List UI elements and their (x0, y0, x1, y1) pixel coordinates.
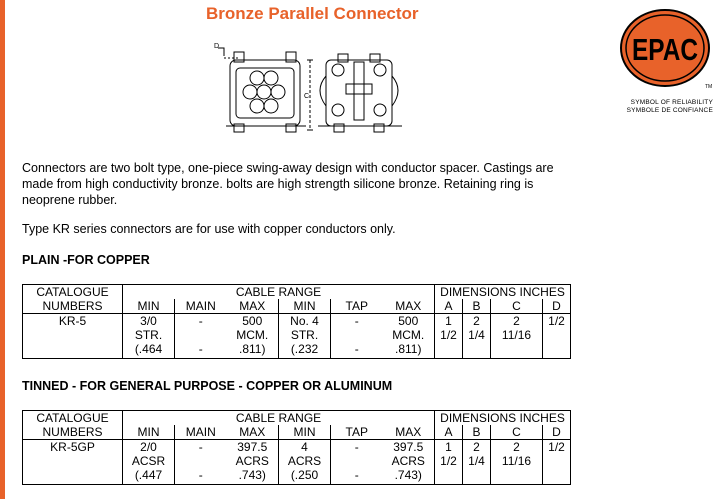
header-b: B (463, 299, 491, 314)
cell: MCM. (236, 328, 269, 342)
header-tap: TAP (331, 299, 383, 314)
cell: 397.5 (393, 440, 424, 454)
header-min: MIN (279, 425, 331, 440)
header-cable-range: CABLE RANGE (123, 285, 435, 300)
header-numbers: NUMBERS (23, 299, 123, 314)
cell: 1/4 (468, 454, 485, 468)
cell: (.447 (134, 468, 163, 482)
intro-paragraph: Connectors are two bolt type, one-piece swing-away design with conductor spacer. Castings are made from high conductivity bronze. bolts are high strength silicone bronze. Retaining ring is neoprene rubber. (22, 161, 554, 207)
cell: ACRS (287, 454, 322, 468)
table-row (23, 314, 571, 359)
cell (176, 454, 226, 468)
cell: .811) (239, 342, 266, 356)
cell: 3/0 (140, 314, 157, 328)
header-d: D (543, 425, 571, 440)
cell: - (354, 314, 359, 328)
cell: .811) (395, 342, 422, 356)
header-c: C (491, 299, 543, 314)
cell: 1/2 (440, 454, 457, 468)
cell: .743) (238, 468, 266, 482)
cell: No. 4 (290, 314, 319, 328)
cell: 11/16 (501, 328, 532, 342)
page-title: Bronze Parallel Connector (206, 4, 419, 23)
header-catalogue: CATALOGUE (23, 285, 123, 300)
left-accent-bar (0, 0, 5, 499)
spec-table-plain (22, 284, 571, 359)
header-min: MIN (279, 299, 331, 314)
cell: 500 (398, 314, 419, 328)
catalogue-number: KR-5GP (23, 440, 123, 485)
cell: 2 (513, 440, 520, 454)
cell: (.232 (290, 342, 319, 356)
header-catalogue: CATALOGUE (23, 411, 123, 426)
header-max: MAX (383, 425, 435, 440)
header-numbers: NUMBERS (23, 425, 123, 440)
header-d: D (543, 299, 571, 314)
cell (176, 328, 226, 342)
section-heading-tinned: TINNED - FOR GENERAL PURPOSE - COPPER OR ALUMINUM (22, 379, 393, 393)
cell: 1/2 (548, 440, 565, 454)
header-min: MIN (123, 425, 175, 440)
header-main: MAIN (175, 299, 227, 314)
logo-text: EPAC (632, 32, 698, 67)
cell: ACRS (235, 454, 269, 468)
cell: 397.5 (237, 440, 268, 454)
logo-motto-en: SYMBOL OF RELIABILITY (630, 99, 713, 106)
cell: 500 (242, 314, 263, 328)
section-heading-plain: PLAIN -FOR COPPER (22, 253, 150, 267)
cell: 11/16 (501, 454, 532, 468)
header-cable-range: CABLE RANGE (123, 411, 435, 426)
cell: - (198, 342, 203, 356)
header-a: A (435, 425, 463, 440)
header-max: MAX (383, 299, 435, 314)
cell: STR. (134, 328, 163, 342)
dimension-label-c: C (304, 93, 310, 100)
cell: - (354, 468, 359, 482)
header-main: MAIN (175, 425, 227, 440)
header-min: MIN (123, 299, 175, 314)
cell: - (354, 440, 359, 454)
connector-diagram (214, 40, 410, 136)
cell: - (198, 440, 203, 454)
catalogue-number: KR-5 (23, 314, 123, 359)
cell: 2/0 (140, 440, 157, 454)
logo-motto-fr: SYMBOLE DE CONFIANCE (626, 107, 713, 114)
logo-tm: TM (705, 84, 713, 90)
cell: ACRS (391, 454, 425, 468)
header-dimensions: DIMENSIONS INCHES (435, 411, 571, 426)
cell: (.250 (290, 468, 319, 482)
cell: 1/2 (440, 328, 457, 342)
epac-logo-mark (617, 8, 713, 92)
cell: (.464 (134, 342, 163, 356)
header-c: C (491, 425, 543, 440)
header-max: MAX (227, 425, 279, 440)
spec-table-tinned (22, 410, 571, 485)
cell: 2 (473, 314, 480, 328)
cell: .743) (394, 468, 422, 482)
cell: ACSR (131, 454, 166, 468)
cell: - (198, 314, 203, 328)
table-row (23, 440, 571, 485)
cell: 2 (513, 314, 520, 328)
header-a: A (435, 299, 463, 314)
cell (332, 454, 382, 468)
cell: 2 (473, 440, 480, 454)
cell: STR. (290, 328, 319, 342)
epac-logo (617, 8, 713, 115)
header-max: MAX (227, 299, 279, 314)
cell: 1/4 (468, 328, 485, 342)
cell: MCM. (392, 328, 425, 342)
cell: 1/2 (548, 314, 565, 328)
header-dimensions: DIMENSIONS INCHES (435, 285, 571, 300)
cell: 1 (445, 314, 452, 328)
cell (332, 328, 382, 342)
cell: 4 (301, 440, 308, 454)
cell: 1 (445, 440, 452, 454)
dimension-label-d: D (214, 43, 220, 50)
cell: - (354, 342, 359, 356)
header-b: B (463, 425, 491, 440)
cell: - (198, 468, 203, 482)
header-tap: TAP (331, 425, 383, 440)
usage-note: Type KR series connectors are for use with copper conductors only. (22, 222, 396, 236)
